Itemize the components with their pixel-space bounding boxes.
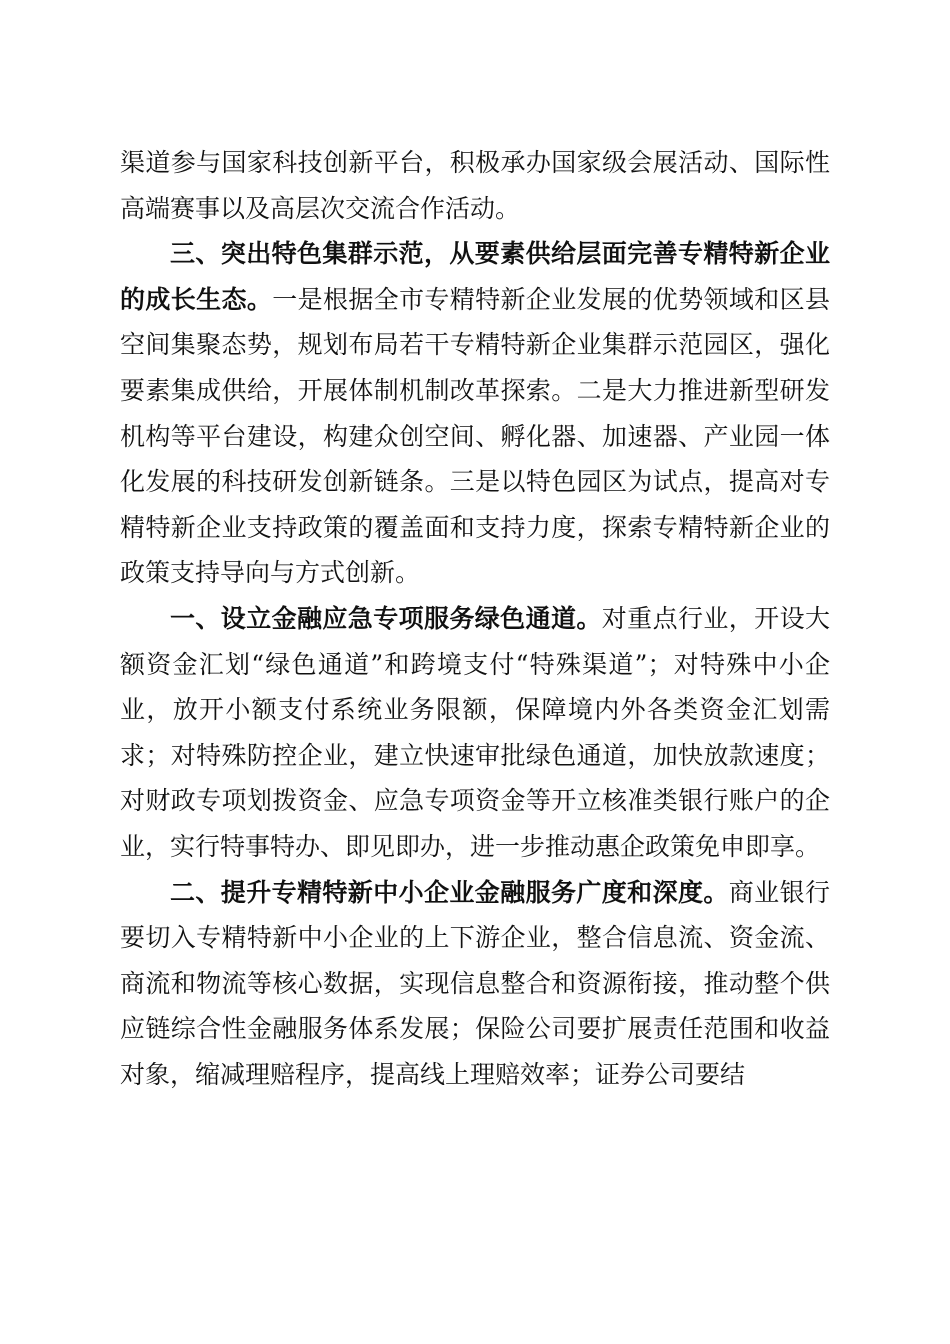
section-heading: 三、突出特色集群示范，从要素供给层面完善专精特新企业的成长生态。 xyxy=(120,239,830,314)
paragraph-section-three xyxy=(120,231,830,596)
paragraph-text: 一是根据全市专精特新企业发展的优势领域和区县空间集聚态势，规划布局若干专精特新企业集群示范园区，强化要素集成供给，开展体制机制改革探索。二是大力推进新型研发机构等平台建设，构建众创空间、孵化器、加速器、产业园一体化发展的科技研发创新链条。三是以特色园区为试点，提高对专精特新企业支持政策的覆盖面和支持力度，探索专精特新企业的政策支持导向与方式创新。 xyxy=(120,284,830,588)
paragraph-item-two xyxy=(120,870,830,1098)
paragraph-item-one xyxy=(120,596,830,870)
paragraph-text: 商业银行要切入专精特新中小企业的上下游企业，整合信息流、资金流、商流和物流等核心数据，实现信息整合和资源衔接，推动整个供应链综合性金融服务体系发展；保险公司要扩展责任范围和收益对象，缩减理赔程序，提高线上理赔效率；证券公司要结 xyxy=(120,877,830,1089)
document-body xyxy=(120,140,830,1097)
paragraph-text: 渠道参与国家科技创新平台，积极承办国家级会展活动、国际性高端赛事以及高层次交流合作活动。 xyxy=(120,148,830,223)
section-heading: 二、提升专精特新中小企业金融服务广度和深度。 xyxy=(170,877,729,907)
paragraph-text: 对重点行业，开设大额资金汇划“绿色通道”和跨境支付“特殊渠道”；对特殊中小企业，放开小额支付系统业务限额，保障境内外各类资金汇划需求；对特殊防控企业，建立快速审批绿色通道，加快放款速度；对财政专项划拨资金、应急专项资金等开立核准类银行账户的企业，实行特事特办、即见即办，进一步推动惠企政策免申即享。 xyxy=(120,603,830,861)
paragraph-continuation xyxy=(120,140,830,231)
section-heading: 一、设立金融应急专项服务绿色通道。 xyxy=(170,603,602,633)
